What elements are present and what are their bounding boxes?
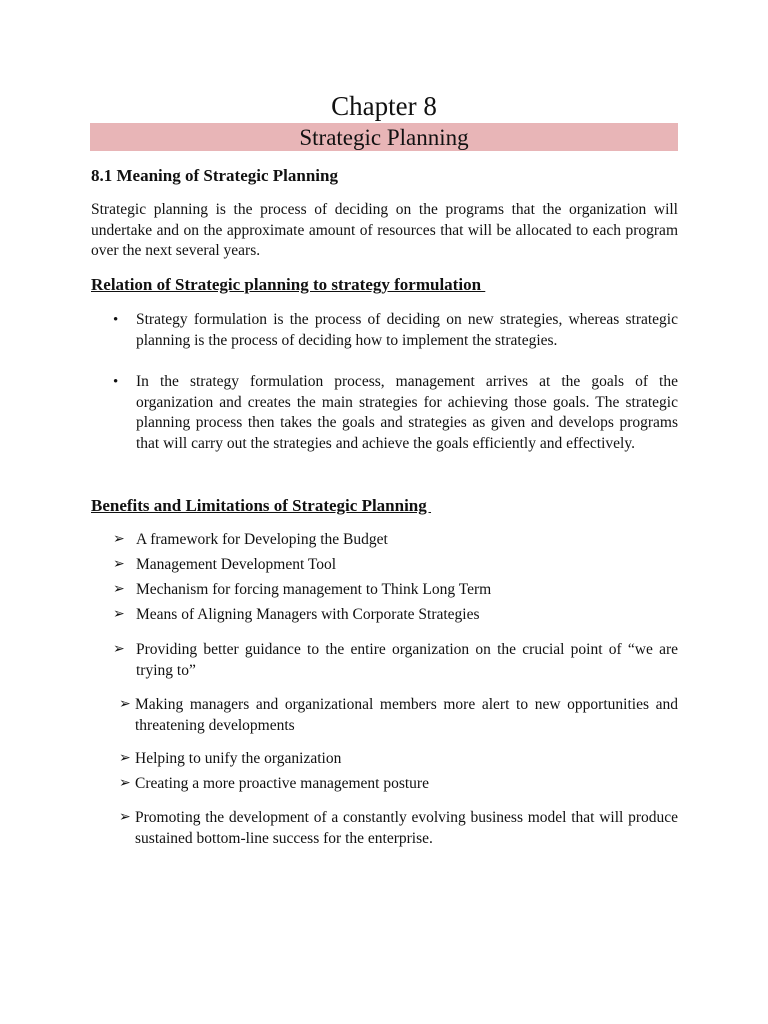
section-heading: 8.1 Meaning of Strategic Planning xyxy=(91,166,338,185)
benefit-text: Management Development Tool xyxy=(136,556,337,573)
benefit-text: A framework for Developing the Budget xyxy=(136,531,388,548)
relation-bullet xyxy=(113,372,678,454)
benefit-text: Creating a more proactive management posture xyxy=(135,775,429,792)
benefit-text: Helping to unify the organization xyxy=(135,750,342,767)
benefit-text: Mechanism for forcing management to Think Long Term xyxy=(136,581,492,598)
arrow-bullet-icon: ➢ xyxy=(119,776,131,791)
arrow-bullet-icon: ➢ xyxy=(119,697,131,712)
benefit-text: Promoting the development of a constantly evolving business model that will produce sustained bottom-line success for the enterprise. xyxy=(135,809,678,847)
arrow-bullet-icon: ➢ xyxy=(113,557,125,572)
arrow-bullet-icon: ➢ xyxy=(113,582,125,597)
arrow-bullet-icon: ➢ xyxy=(113,532,125,547)
arrow-bullet-icon: ➢ xyxy=(113,642,125,657)
bullet-text: In the strategy formulation process, management arrives at the goals of the organization and creates the main strategies for achieving those goals. The strategic planning process then takes the goals and strategies as given and develops programs that will carry out the strategies and achieve the goals efficiently and effectively. xyxy=(136,373,678,452)
bullet-icon: • xyxy=(113,312,119,328)
relation-bullet xyxy=(113,310,678,351)
benefit-item xyxy=(113,530,678,551)
benefit-text: Means of Aligning Managers with Corporate Strategies xyxy=(136,606,480,623)
benefit-item xyxy=(113,640,678,681)
benefit-item xyxy=(119,749,678,770)
benefit-item xyxy=(113,555,678,576)
benefit-text: Providing better guidance to the entire organization on the crucial point of “we are trying to” xyxy=(136,641,678,679)
arrow-bullet-icon: ➢ xyxy=(119,751,131,766)
benefit-item xyxy=(113,605,678,626)
chapter-number: Chapter 8 xyxy=(331,91,437,121)
benefit-text: Making managers and organizational members more alert to new opportunities and threatening developments xyxy=(135,696,678,734)
benefit-item xyxy=(119,695,678,736)
benefit-item xyxy=(119,808,678,849)
relation-heading: Relation of Strategic planning to strategy formulation xyxy=(91,275,486,294)
benefit-item xyxy=(113,580,678,601)
bullet-text: Strategy formulation is the process of deciding on new strategies, whereas strategic planning is the process of deciding how to implement the strategies. xyxy=(136,311,678,349)
chapter-title-band: Strategic Planning xyxy=(90,123,678,151)
benefit-item xyxy=(119,774,678,795)
arrow-bullet-icon: ➢ xyxy=(119,810,131,825)
bullet-icon: • xyxy=(113,374,119,390)
definition-paragraph: Strategic planning is the process of deciding on the programs that the organization will undertake and on the approximate amount of resources that will be allocated to each program over the next several years. xyxy=(91,201,678,259)
benefits-heading: Benefits and Limitations of Strategic Planning xyxy=(91,496,432,515)
arrow-bullet-icon: ➢ xyxy=(113,607,125,622)
